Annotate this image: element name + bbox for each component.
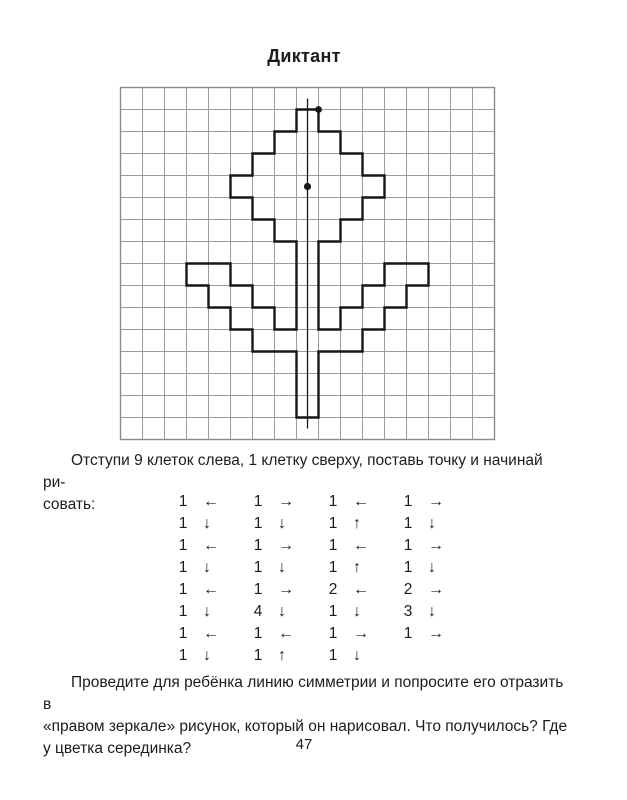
step-count: 1	[328, 537, 338, 554]
step-arrow-icon: ↓	[278, 603, 286, 620]
dictation-step	[320, 535, 395, 557]
dictation-grid-figure	[118, 85, 497, 442]
step-arrow-icon: →	[428, 493, 444, 510]
intro-line: Отступи 9 клеток слева, 1 клетку сверху, поставь точку и начинай ри-	[43, 452, 543, 491]
dictation-step	[320, 513, 395, 535]
start-dot	[315, 106, 322, 113]
step-arrow-icon: →	[428, 537, 444, 554]
step-arrow-icon: ↓	[428, 603, 436, 620]
dictation-step	[170, 513, 245, 535]
dictation-step	[320, 623, 395, 645]
step-arrow-icon: ↓	[428, 559, 436, 576]
dictation-step	[245, 601, 320, 623]
step-count: 4	[253, 603, 263, 620]
step-count: 1	[328, 559, 338, 576]
step-count: 1	[178, 581, 188, 598]
dictation-step	[245, 513, 320, 535]
step-arrow-icon: ↓	[278, 559, 286, 576]
step-arrow-icon: ↓	[203, 515, 211, 532]
step-count: 1	[253, 493, 263, 510]
step-arrow-icon: →	[353, 625, 369, 642]
dictation-step	[245, 557, 320, 579]
step-count: 1	[178, 625, 188, 642]
dictation-step	[320, 491, 395, 513]
step-count: 2	[328, 581, 338, 598]
step-arrow-icon: ↑	[353, 515, 361, 532]
step-arrow-icon: ↓	[353, 647, 361, 664]
step-count: 1	[403, 559, 413, 576]
step-arrow-icon: ↓	[203, 647, 211, 664]
dictation-step	[170, 535, 245, 557]
step-count: 1	[328, 493, 338, 510]
step-arrow-icon: ←	[353, 493, 369, 510]
dictation-step	[395, 601, 470, 623]
dictation-step	[395, 623, 470, 645]
step-arrow-icon: ←	[203, 537, 219, 554]
step-count: 1	[328, 515, 338, 532]
step-count: 1	[328, 625, 338, 642]
dictation-step	[395, 535, 470, 557]
outro-line: Проведите для ребёнка линию симметрии и попросите его отразить в	[43, 674, 564, 713]
step-arrow-icon: ↓	[203, 559, 211, 576]
center-dot	[304, 183, 311, 190]
step-count: 1	[178, 647, 188, 664]
step-arrow-icon: ↓	[278, 515, 286, 532]
step-count: 1	[253, 559, 263, 576]
dictation-step	[245, 535, 320, 557]
page-title: Диктант	[267, 46, 341, 66]
dictation-step	[395, 557, 470, 579]
step-count: 1	[328, 647, 338, 664]
outro-line: «правом зеркале» рисунок, который он нарисовал. Что получилось? Где	[43, 718, 568, 735]
dictation-step	[395, 579, 470, 601]
step-count: 1	[178, 537, 188, 554]
dictation-step	[170, 601, 245, 623]
step-count: 1	[253, 647, 263, 664]
step-arrow-icon: →	[278, 537, 294, 554]
step-arrow-icon: →	[428, 581, 444, 598]
step-count: 1	[253, 625, 263, 642]
figure-wrap	[118, 85, 497, 447]
dictation-step	[395, 513, 470, 535]
dictation-step	[170, 557, 245, 579]
step-count: 3	[403, 603, 413, 620]
step-count: 1	[403, 515, 413, 532]
step-arrow-icon: ↑	[278, 647, 286, 664]
step-count: 1	[178, 515, 188, 532]
step-arrow-icon: ←	[203, 581, 219, 598]
step-count: 1	[328, 603, 338, 620]
step-count: 1	[403, 625, 413, 642]
step-arrow-icon: ←	[278, 625, 294, 642]
intro-line: совать:	[43, 496, 96, 513]
step-count: 1	[253, 515, 263, 532]
step-arrow-icon: →	[278, 581, 294, 598]
dictation-step	[395, 491, 470, 513]
step-count: 1	[253, 581, 263, 598]
outro-line: у цветка серединка?	[43, 740, 192, 757]
step-arrow-icon: ←	[353, 537, 369, 554]
step-count: 1	[178, 493, 188, 510]
dictation-step	[320, 579, 395, 601]
dictation-table	[170, 491, 470, 667]
step-count: 1	[403, 537, 413, 554]
step-arrow-icon: ←	[353, 581, 369, 598]
step-arrow-icon: →	[428, 625, 444, 642]
step-arrow-icon: ←	[203, 493, 219, 510]
step-arrow-icon: ←	[203, 625, 219, 642]
step-arrow-icon: ↓	[203, 603, 211, 620]
step-arrow-icon: ↓	[428, 515, 436, 532]
dictation-step	[320, 557, 395, 579]
step-arrow-icon: ↑	[353, 559, 361, 576]
dictation-step	[170, 623, 245, 645]
step-arrow-icon: →	[278, 493, 294, 510]
dictation-step	[245, 623, 320, 645]
step-count: 1	[403, 493, 413, 510]
step-count: 1	[253, 537, 263, 554]
dictation-step	[395, 645, 470, 667]
dictation-step	[245, 645, 320, 667]
step-arrow-icon: ↓	[353, 603, 361, 620]
dictation-step	[170, 579, 245, 601]
step-count: 1	[178, 603, 188, 620]
dictation-step	[245, 491, 320, 513]
page-number: 47	[295, 736, 313, 753]
dictation-step	[170, 491, 245, 513]
step-count: 1	[178, 559, 188, 576]
dictation-step	[320, 601, 395, 623]
dictation-step	[170, 645, 245, 667]
dictation-step	[320, 645, 395, 667]
dictation-step	[245, 579, 320, 601]
step-count: 2	[403, 581, 413, 598]
